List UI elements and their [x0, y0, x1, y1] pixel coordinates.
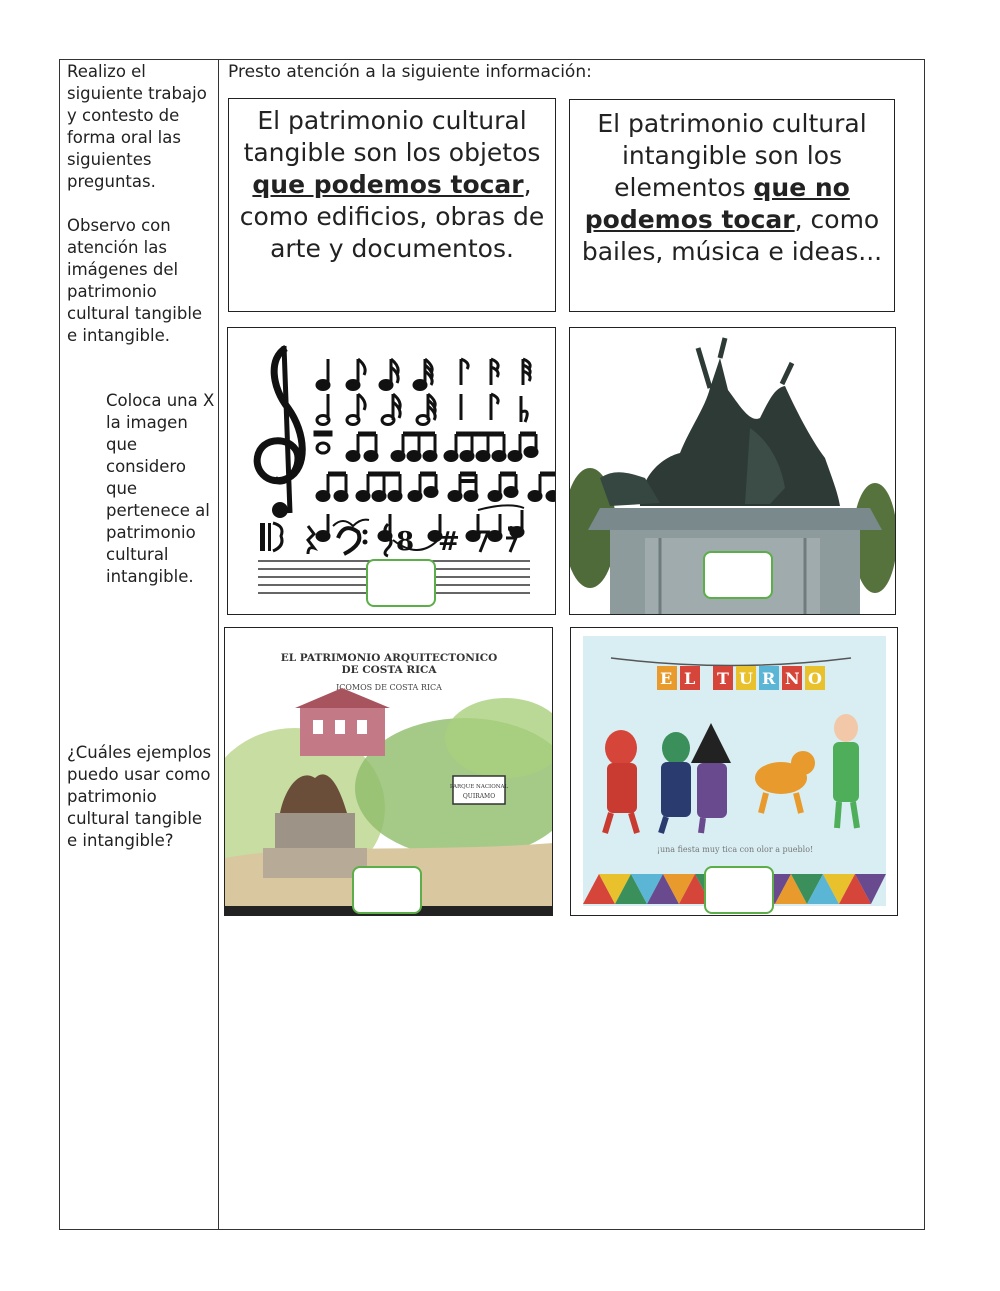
- mark-checkbox-book[interactable]: [352, 866, 422, 914]
- mark-x-instruction: Coloca una X la imagen que considero que pertenece al patrimonio cultural intangible.: [106, 391, 215, 586]
- book-title-line2: DE COSTA RICA: [341, 664, 437, 676]
- book-sign-text: PARQUE NACIONAL: [449, 784, 509, 790]
- book-cover-card: [224, 627, 553, 916]
- letter-u: U: [739, 669, 753, 688]
- tangible-text-part1: El patrimonio cultural tangible son los objetos: [243, 106, 541, 167]
- tangible-bold-text: que podemos tocar: [252, 170, 524, 199]
- intangible-bold-text: que no podemos tocar: [584, 173, 850, 234]
- question-text: ¿Cuáles ejemplos puedo usar como patrimonio cultural tangible e intangible?: [67, 743, 212, 850]
- monument-card: [569, 327, 896, 615]
- svg-text:#: #: [438, 527, 460, 557]
- svg-text:QUIRAMO: QUIRAMO: [462, 793, 496, 800]
- intangible-text-part1: El patrimonio cultural intangible son los elementos: [597, 109, 867, 202]
- letter-e: E: [660, 669, 673, 688]
- observe-instruction: Observo con atención las imágenes del patrimonio cultural tangible e intangible.: [67, 216, 203, 345]
- info-intro: Presto atención a la siguiente información:: [228, 62, 592, 82]
- festival-card: [570, 627, 898, 916]
- festival-caption: ¡una fiesta muy tica con olor a pueblo!: [656, 845, 814, 854]
- tangible-text-part2: , como edificios, obras de arte y documentos.: [239, 170, 545, 263]
- letter-n: N: [785, 669, 800, 688]
- intro-instruction: Realizo el siguiente trabajo y contesto de forma oral las siguientes preguntas.: [67, 62, 207, 191]
- column-divider: [218, 59, 219, 1230]
- book-title-line1: EL PATRIMONIO ARQUITECTONICO: [280, 652, 498, 664]
- svg-text:8: 8: [396, 527, 415, 557]
- intangible-text-part2: , como bailes, música e ideas...: [581, 205, 883, 266]
- letter-r: R: [762, 669, 776, 688]
- book-subtitle: ICOMOS DE COSTA RICA: [336, 683, 442, 692]
- tangible-definition-box: [228, 98, 556, 312]
- letter-l: L: [684, 669, 696, 688]
- mark-checkbox-monument[interactable]: [703, 551, 773, 599]
- left-column: [67, 61, 215, 347]
- mark-checkbox-festival[interactable]: [704, 866, 774, 914]
- intangible-definition-box: [569, 99, 895, 312]
- music-notes-card: [227, 327, 556, 615]
- mark-checkbox-music[interactable]: [366, 559, 436, 607]
- letter-t: T: [717, 669, 729, 688]
- letter-o: O: [808, 669, 822, 688]
